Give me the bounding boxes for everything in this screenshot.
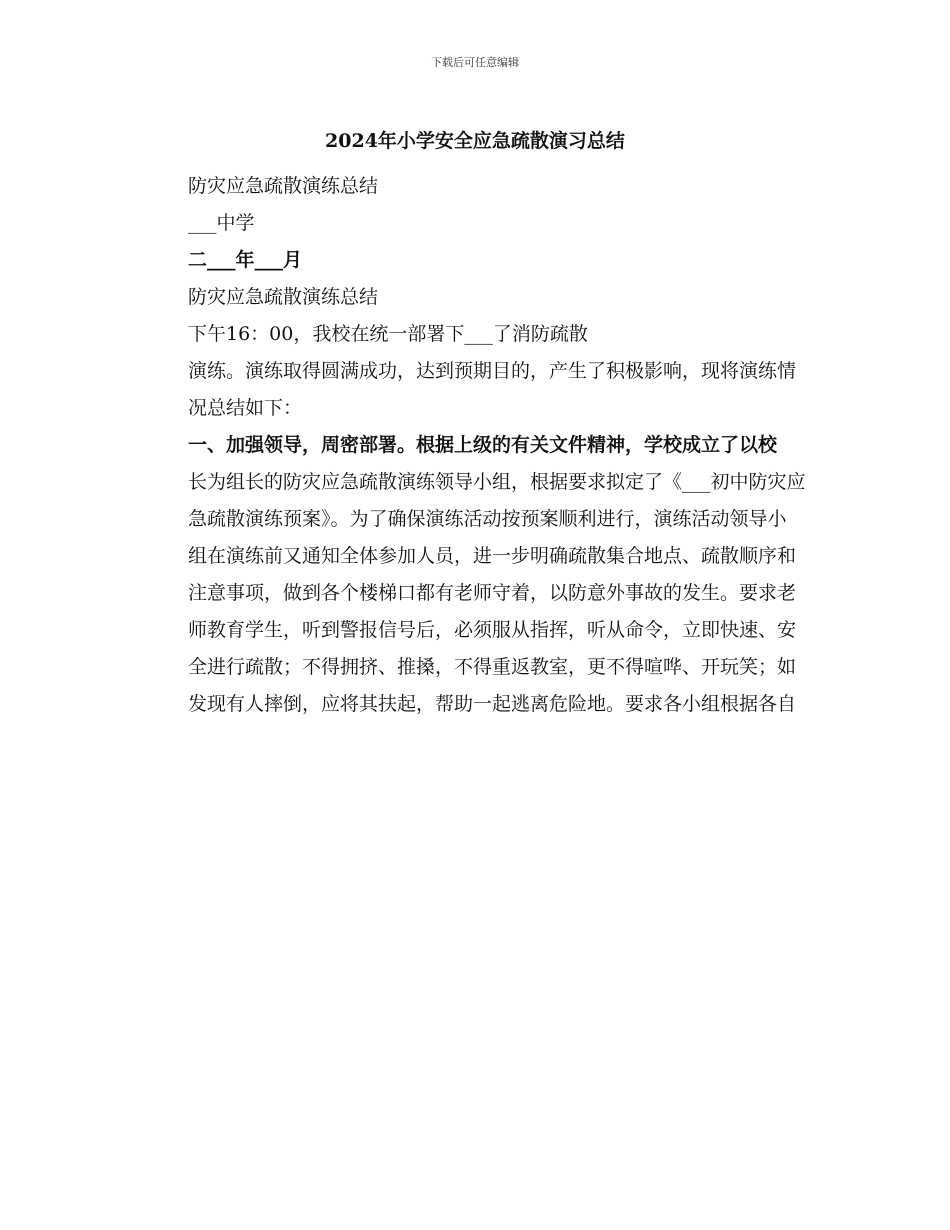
paragraph: 况总结如下： [188, 397, 303, 419]
paragraph: 防灾应急疏散演练总结 [188, 175, 379, 197]
paragraph: 下午16：00，我校在统一部署下___了消防疏散 [188, 323, 588, 345]
paragraph: 演练。演练取得圆满成功，达到预期目的，产生了积极影响，现将演练情 [188, 360, 797, 382]
section-heading: 一、加强领导，周密部署。根据上级的有关文件精神，学校成立了以校 [188, 434, 778, 456]
paragraph: 防灾应急疏散演练总结 [188, 286, 379, 308]
document-title: 2024年小学安全应急疏散演习总结 [325, 130, 625, 152]
paragraph: 注意事项，做到各个楼梯口都有老师守着，以防意外事故的发生。要求老 [188, 582, 797, 604]
paragraph: 急疏散演练预案》。为了确保演练活动按预案顺利进行，演练活动领导小 [188, 508, 787, 530]
paragraph: 全进行疏散；不得拥挤、推搡，不得重返教室，更不得喧哗、开玩笑；如 [188, 656, 797, 678]
paragraph: ___中学 [188, 212, 255, 234]
paragraph: 长为组长的防灾应急疏散演练领导小组，根据要求拟定了《___初中防灾应 [188, 471, 806, 493]
paragraph: 师教育学生，听到警报信号后，必须服从指挥，听从命令，立即快速、安 [188, 619, 797, 641]
header-note: 下载后可任意编辑 [431, 56, 519, 69]
paragraph: 二___年___月 [188, 249, 303, 271]
paragraph: 组在演练前又通知全体参加人员，进一步明确疏散集合地点、疏散顺序和 [188, 545, 797, 567]
document-body [142, 168, 822, 723]
paragraph: 发现有人摔倒，应将其扶起，帮助一起逃离危险地。要求各小组根据各自 [188, 693, 797, 715]
